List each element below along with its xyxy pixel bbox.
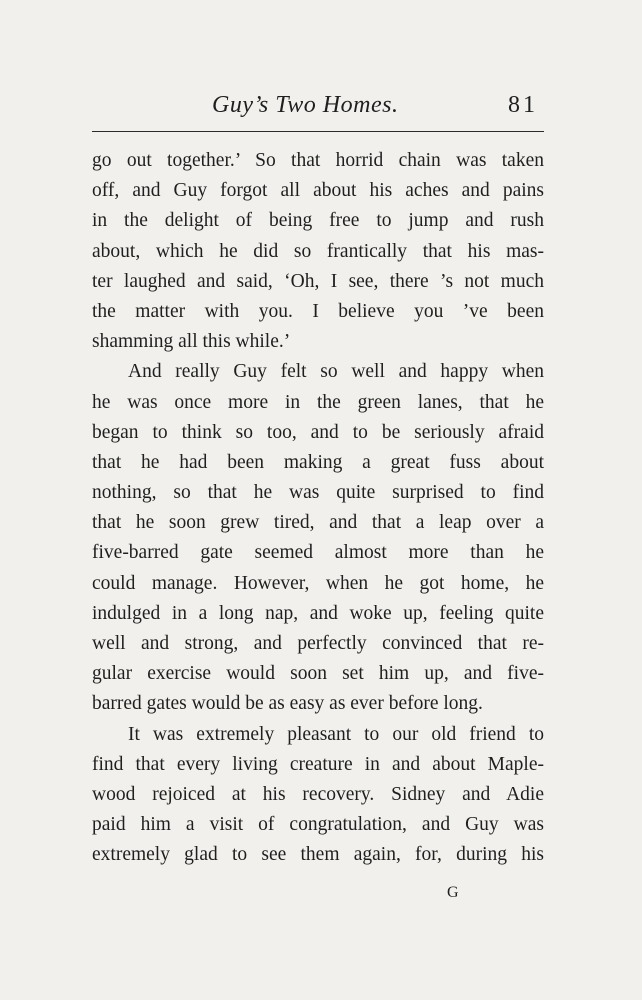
- running-header: [92, 92, 542, 128]
- text-line: in the delight of being free to jump and rush: [92, 210, 544, 232]
- text-line: could manage. However, when he got home, he: [92, 572, 544, 594]
- text-line: gular exercise would soon set him up, and five-: [92, 663, 544, 685]
- text-line: barred gates would be as easy as ever before long.: [92, 693, 483, 715]
- text-line: about, which he did so frantically that his mas-: [92, 240, 544, 262]
- text-line: began to think so too, and to be seriously afraid: [92, 421, 544, 443]
- text-line: ter laughed and said, ‘Oh, I see, there ’s not much: [92, 270, 544, 292]
- body-text: [92, 146, 544, 871]
- text-line: five-barred gate seemed almost more than he: [92, 542, 544, 564]
- text-line: indulged in a long nap, and woke up, feeling quite: [92, 602, 544, 624]
- text-line: that he soon grew tired, and that a leap over a: [92, 512, 544, 534]
- text-line: go out together.’ So that horrid chain was taken: [92, 150, 544, 171]
- text-line: nothing, so that he was quite surprised to find: [92, 482, 544, 504]
- text-line: he was once more in the green lanes, that he: [92, 391, 544, 413]
- text-line: the matter with you. I believe you ’ve been: [92, 300, 544, 322]
- text-line: off, and Guy forgot all about his aches and pains: [92, 180, 544, 202]
- running-title: Guy’s Two Homes.: [212, 92, 399, 118]
- text-line: that he had been making a great fuss about: [92, 451, 544, 473]
- page-number: 81: [508, 92, 538, 118]
- paragraph-start-line: It was extremely pleasant to our old friend to: [128, 723, 544, 745]
- text-line: paid him a visit of congratulation, and Guy was: [92, 814, 544, 836]
- text-line: extremely glad to see them again, for, during his: [92, 844, 544, 866]
- text-line: find that every living creature in and about Maple-: [92, 753, 544, 775]
- text-line: wood rejoiced at his recovery. Sidney and Adie: [92, 783, 544, 805]
- text-line: well and strong, and perfectly convinced that re-: [92, 633, 544, 654]
- text-line: shamming all this while.’: [92, 331, 291, 353]
- paragraph-start-line: And really Guy felt so well and happy when: [128, 361, 544, 383]
- header-rule: [92, 131, 544, 132]
- signature-mark: G: [447, 884, 460, 901]
